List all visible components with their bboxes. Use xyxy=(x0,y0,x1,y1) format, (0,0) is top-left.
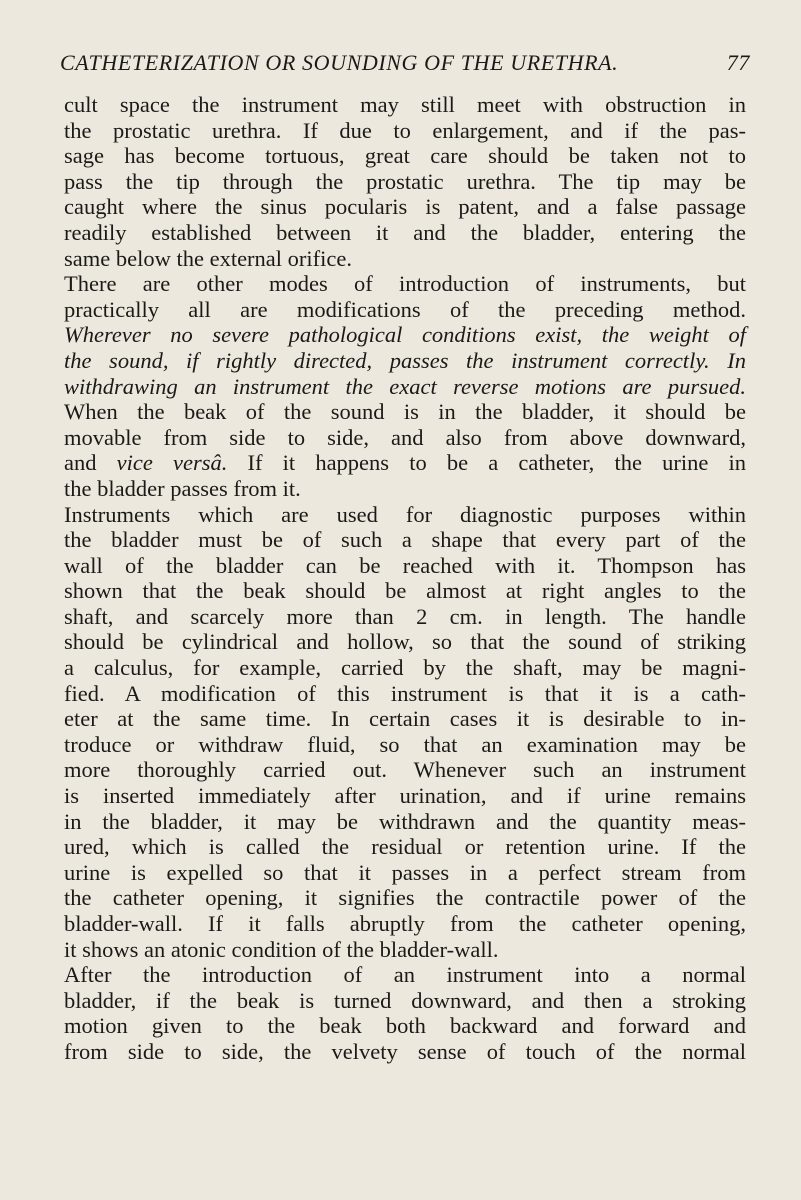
text-segment: If it happens to be a catheter, the urine in xyxy=(227,450,746,476)
text-line: the bladder must be of such a shape that every part of the xyxy=(64,527,746,553)
text-line: it shows an atonic condition of the bladder-wall. xyxy=(64,936,499,962)
text-line: movable from side to side, and also from above downward, xyxy=(64,424,746,450)
text-line: more thoroughly carried out. Whenever such an instrument xyxy=(64,757,746,783)
body-text xyxy=(64,92,746,1065)
text-line: shown that the beak should be almost at right angles to the xyxy=(64,578,746,604)
text-line: urine is expelled so that it passes in a perfect stream from xyxy=(64,859,746,885)
text-line: When the beak of the sound is in the bladder, it should be xyxy=(64,399,746,425)
text-line: the prostatic urethra. If due to enlargement, and if the pas- xyxy=(64,117,746,143)
text-line: motion given to the beak both backward and forward and xyxy=(64,1013,746,1039)
text-line: fied. A modification of this instrument is that it is a cath- xyxy=(64,680,746,706)
text-line: in the bladder, it may be withdrawn and the quantity meas- xyxy=(64,808,746,834)
text-line: readily established between it and the bladder, entering the xyxy=(64,219,746,245)
text-line: from side to side, the velvety sense of touch of the normal xyxy=(64,1038,746,1064)
running-head xyxy=(60,48,750,78)
italic-segment: withdrawing an instrument the exact reverse motions are pursued. xyxy=(64,373,746,399)
running-head-title: CATHETERIZATION OR SOUNDING OF THE URETHRA. xyxy=(60,50,619,75)
text-line: ured, which is called the residual or retention urine. If the xyxy=(64,834,746,860)
text-line: is inserted immediately after urination, and if urine remains xyxy=(64,783,746,809)
text-line: same below the external orifice. xyxy=(64,245,352,271)
text-line: eter at the same time. In certain cases it is desirable to in- xyxy=(64,706,746,732)
italic-segment: vice versâ. xyxy=(116,450,228,476)
text-line xyxy=(64,374,746,400)
page-number: 77 xyxy=(726,50,750,75)
text-line xyxy=(64,450,746,476)
text-line: cult space the instrument may still meet with obstruction in xyxy=(64,92,746,117)
text-line: a calculus, for example, carried by the shaft, may be magni- xyxy=(64,655,746,681)
text-segment: and xyxy=(64,450,117,476)
text-line: should be cylindrical and hollow, so that the sound of striking xyxy=(64,629,746,655)
text-line: Instruments which are used for diagnostic purposes within xyxy=(64,501,746,527)
text-line: pass the tip through the prostatic urethra. The tip may be xyxy=(64,168,746,194)
text-line: bladder-wall. If it falls abruptly from the catheter opening, xyxy=(64,911,746,936)
text-line: the bladder passes from it. xyxy=(64,475,301,501)
text-line: bladder, if the beak is turned downward, and then a stroking xyxy=(64,987,746,1013)
text-line: caught where the sinus pocularis is patent, and a false passage xyxy=(64,194,746,220)
text-line xyxy=(64,348,746,374)
text-line: After the introduction of an instrument into a normal xyxy=(64,962,746,988)
text-line: wall of the bladder can be reached with it. Thompson has xyxy=(64,552,746,578)
text-line: troduce or withdraw fluid, so that an examination may be xyxy=(64,731,746,757)
italic-segment: Wherever no severe pathological conditions exist, the weight of xyxy=(64,322,746,348)
text-line xyxy=(64,322,746,348)
text-line: There are other modes of introduction of instruments, but xyxy=(64,271,746,297)
text-line: the catheter opening, it signifies the contractile power of the xyxy=(64,885,746,911)
text-line: sage has become tortuous, great care should be taken not to xyxy=(64,143,746,169)
text-line: shaft, and scarcely more than 2 cm. in length. The handle xyxy=(64,603,746,629)
italic-segment: the sound, if rightly directed, passes the instrument correctly. In xyxy=(64,347,746,373)
text-line: practically all are modifications of the preceding method. xyxy=(64,296,746,322)
